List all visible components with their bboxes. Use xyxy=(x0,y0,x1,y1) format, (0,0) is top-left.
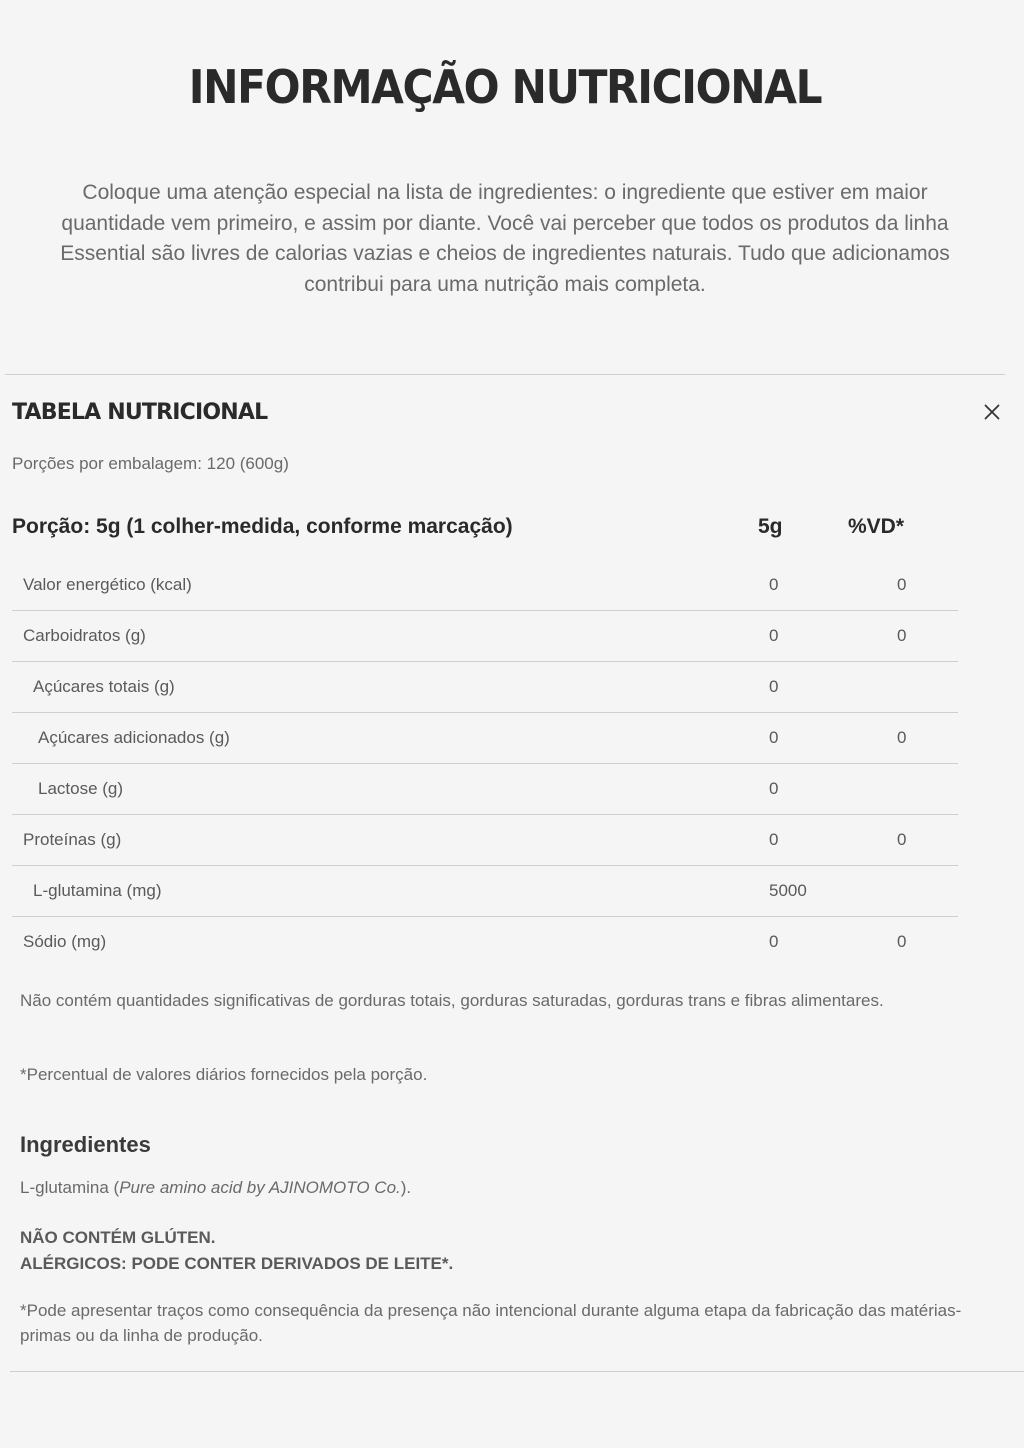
table-row xyxy=(12,815,958,866)
nutrition-rows xyxy=(12,560,958,968)
daily-value-note: *Percentual de valores diários fornecidos pela porção. xyxy=(20,1065,428,1084)
nutrient-name: Lactose (g) xyxy=(38,779,124,798)
nutrient-dv: 0 xyxy=(897,932,907,951)
ingredient-close: ). xyxy=(400,1178,412,1197)
portion-header: Porção: 5g (1 colher-medida, conforme marcação) xyxy=(12,515,513,538)
servings-per-package: Porções por embalagem: 120 (600g) xyxy=(12,454,289,473)
amount-header: 5g xyxy=(758,515,783,538)
allergen-warning: ALÉRGICOS: PODE CONTER DERIVADOS DE LEITE*. xyxy=(20,1254,454,1273)
nutrient-value: 0 xyxy=(769,677,779,696)
intro-text: Coloque uma atenção especial na lista de ingredientes: o ingrediente que estiver em maior quantidade vem primeiro, e assim por diante. Você vai perceber que todos os produtos da linha Essential são livres de calorias vazias e cheios de ingredientes naturais. Tudo que adicionamos contribui para uma nutrição mais completa. xyxy=(60,181,950,296)
nutrient-name: Proteínas (g) xyxy=(23,830,122,849)
table-header xyxy=(12,515,958,545)
ingredients-list xyxy=(20,1178,411,1198)
ingredient-source: Pure amino acid by AJINOMOTO Co. xyxy=(119,1178,401,1197)
nutrient-name: Sódio (mg) xyxy=(23,932,107,951)
table-row xyxy=(12,917,958,968)
nutrient-value: 5000 xyxy=(769,881,807,900)
nutrient-dv: 0 xyxy=(897,575,907,594)
traces-note: *Pode apresentar traços como consequência da presença não intencional durante alguma etapa da fabricação das matérias-primas ou da linha de produção. xyxy=(20,1301,962,1345)
gluten-warning: NÃO CONTÉM GLÚTEN. xyxy=(20,1228,216,1247)
nutrient-value: 0 xyxy=(769,932,779,951)
allergen-warnings xyxy=(20,1225,453,1277)
nutrient-value: 0 xyxy=(769,575,779,594)
nutrient-value: 0 xyxy=(769,779,779,798)
ingredients-title: Ingredientes xyxy=(20,1132,151,1157)
nutrient-name: Açúcares adicionados (g) xyxy=(38,728,230,747)
nutrient-dv: 0 xyxy=(897,830,907,849)
close-icon[interactable] xyxy=(978,398,1006,426)
ingredient-name: L-glutamina ( xyxy=(20,1178,120,1197)
divider xyxy=(5,374,1005,375)
nonsignificant-note: Não contém quantidades significativas de gorduras totais, gorduras saturadas, gorduras trans e fibras alimentares. xyxy=(20,991,884,1010)
table-row xyxy=(12,560,958,611)
table-row xyxy=(12,764,958,815)
table-row xyxy=(12,662,958,713)
nutrient-dv: 0 xyxy=(897,626,907,645)
nutrient-value: 0 xyxy=(769,728,779,747)
table-row xyxy=(12,611,958,662)
nutrient-name: Valor energético (kcal) xyxy=(23,575,192,594)
nutrient-dv: 0 xyxy=(897,728,907,747)
table-row xyxy=(12,713,958,764)
nutrient-name: L-glutamina (mg) xyxy=(33,881,162,900)
nutrient-name: Açúcares totais (g) xyxy=(33,677,175,696)
page-title: INFORMAÇÃO NUTRICIONAL xyxy=(188,60,822,114)
nutrient-name: Carboidratos (g) xyxy=(23,626,146,645)
nutrient-value: 0 xyxy=(769,830,779,849)
divider xyxy=(10,1371,1024,1372)
nutrient-value: 0 xyxy=(769,626,779,645)
table-title: TABELA NUTRICIONAL xyxy=(12,400,268,425)
daily-value-header: %VD* xyxy=(848,515,905,538)
table-row xyxy=(12,866,958,917)
